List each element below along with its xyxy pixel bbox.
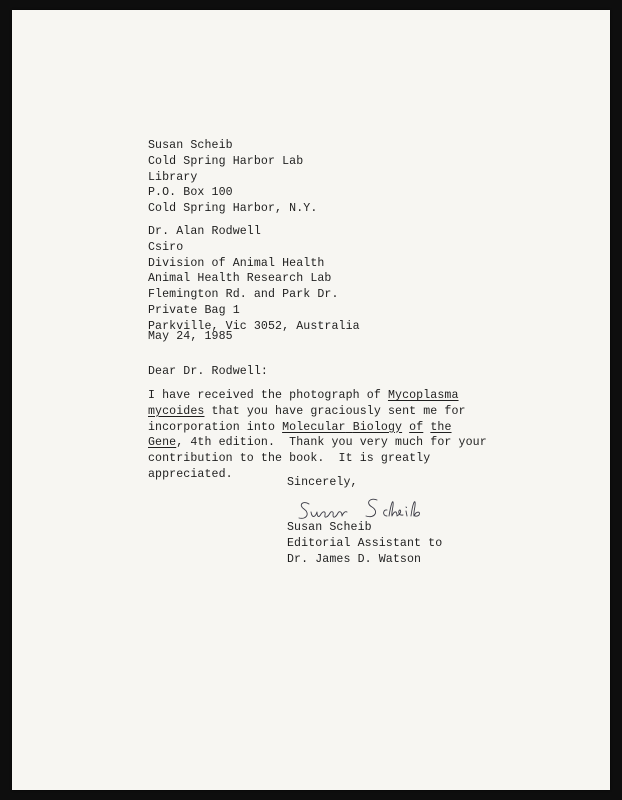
body-text: incorporation into [148, 420, 283, 434]
sender-address [148, 138, 317, 217]
closing [287, 475, 358, 491]
recipient-line: Flemington Rd. and Park Dr. [148, 288, 339, 302]
signature-line: Dr. James D. Watson [287, 552, 422, 566]
salutation [148, 364, 268, 380]
body-line [148, 435, 487, 451]
recipient-address [148, 224, 360, 335]
underlined-term: Gene [148, 436, 177, 450]
closing-text: Sincerely, [287, 476, 358, 489]
letter-date [148, 329, 233, 345]
underlined-term: Mycoplasma [387, 389, 459, 402]
sender-line: Susan Scheib [148, 139, 233, 152]
letter-page [12, 10, 610, 790]
recipient-line: Animal Health Research Lab [148, 272, 332, 286]
underlined-term: of [409, 420, 424, 434]
body-text: I have received the photograph of [148, 389, 388, 402]
underlined-term: the [430, 420, 452, 434]
sender-line: Cold Spring Harbor, N.Y. [148, 202, 318, 216]
letter-body [148, 388, 487, 483]
date-text: May 24, 1985 [148, 330, 233, 343]
underlined-space [346, 421, 353, 434]
body-line: appreciated. [148, 467, 233, 481]
signature-block [287, 520, 442, 567]
salutation-text: Dear Dr. Rodwell: [148, 365, 268, 378]
signature-line: Editorial Assistant to [287, 536, 443, 550]
signature-line: Susan Scheib [287, 521, 372, 534]
body-line [148, 420, 487, 436]
recipient-line: Division of Animal Health [148, 256, 325, 270]
recipient-line: Parkville, Vic 3052, Australia [148, 319, 360, 333]
body-line [148, 404, 487, 420]
body-line: contribution to the book. It is greatly [148, 452, 431, 466]
underlined-term: Biology [352, 420, 403, 434]
sender-line: P.O. Box 100 [148, 186, 233, 200]
recipient-line: Csiro [148, 240, 184, 254]
underlined-term: mycoides [148, 404, 205, 418]
body-text: that you have graciously sent me for [204, 404, 466, 418]
sender-line: Library [148, 170, 198, 184]
body-text: , 4th edition. Thank you very much for your [176, 436, 487, 450]
sender-line: Cold Spring Harbor Lab [148, 154, 304, 168]
recipient-line: Private Bag 1 [148, 303, 240, 317]
underlined-term: Molecular [282, 420, 346, 434]
recipient-line: Dr. Alan Rodwell [148, 225, 261, 238]
signature-text [12, 10, 13, 11]
body-line [148, 388, 487, 404]
